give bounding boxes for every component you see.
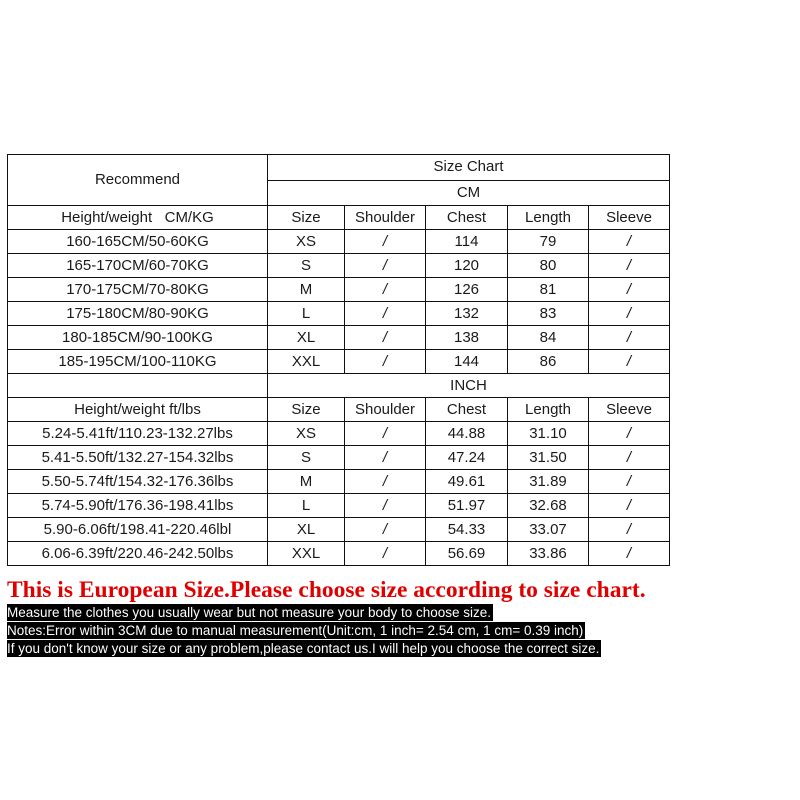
table-row — [8, 254, 670, 278]
shoulder-cell: / — [345, 422, 426, 446]
size-cell: M — [268, 470, 345, 494]
shoulder-cell: / — [345, 302, 426, 326]
size-cell: XXL — [268, 350, 345, 374]
cm-column-headers — [8, 206, 670, 230]
empty-cell — [8, 374, 268, 398]
size-cell: L — [268, 302, 345, 326]
shoulder-cell: / — [345, 230, 426, 254]
european-size-banner: This is European Size.Please choose size according to size chart. — [7, 577, 646, 603]
length-cell: 80 — [508, 254, 589, 278]
chest-cell: 132 — [426, 302, 508, 326]
chest-cell: 138 — [426, 326, 508, 350]
sleeve-cell: / — [589, 542, 670, 566]
height-weight-cell: 5.41-5.50ft/132.27-154.32lbs — [8, 446, 268, 470]
table-row — [8, 230, 670, 254]
height-weight-cell: 6.06-6.39ft/220.46-242.50lbs — [8, 542, 268, 566]
length-cell: 33.86 — [508, 542, 589, 566]
sleeve-cell: / — [589, 326, 670, 350]
height-weight-cell: 175-180CM/80-90KG — [8, 302, 268, 326]
sleeve-cell: / — [589, 350, 670, 374]
height-weight-cell: 160-165CM/50-60KG — [8, 230, 268, 254]
size-cell: M — [268, 278, 345, 302]
chest-cell: 120 — [426, 254, 508, 278]
shoulder-cell: / — [345, 518, 426, 542]
table-row — [8, 302, 670, 326]
inch-rows — [8, 422, 670, 566]
shoulder-cell: / — [345, 278, 426, 302]
sleeve-cell: / — [589, 494, 670, 518]
shoulder-cell: / — [345, 326, 426, 350]
size-cell: XS — [268, 230, 345, 254]
column-header: Length — [508, 206, 589, 230]
sleeve-cell: / — [589, 518, 670, 542]
table-row — [8, 542, 670, 566]
note-error: Notes:Error within 3CM due to manual measurement(Unit:cm, 1 inch= 2.54 cm, 1 cm= 0.39 inch) — [7, 623, 584, 638]
chest-cell: 54.33 — [426, 518, 508, 542]
size-cell: XS — [268, 422, 345, 446]
chest-cell: 49.61 — [426, 470, 508, 494]
chest-cell: 126 — [426, 278, 508, 302]
sleeve-cell: / — [589, 230, 670, 254]
height-weight-cell: 185-195CM/100-110KG — [8, 350, 268, 374]
table-row — [8, 350, 670, 374]
cm-unit-label: CM — [268, 180, 670, 206]
size-cell: XL — [268, 326, 345, 350]
column-header: Sleeve — [589, 206, 670, 230]
shoulder-cell: / — [345, 254, 426, 278]
shoulder-cell: / — [345, 494, 426, 518]
chest-cell: 56.69 — [426, 542, 508, 566]
height-weight-cell: 165-170CM/60-70KG — [8, 254, 268, 278]
sleeve-cell: / — [589, 470, 670, 494]
column-header: Size — [268, 398, 345, 422]
inch-unit-row — [8, 374, 670, 398]
table-row — [8, 422, 670, 446]
sleeve-cell: / — [589, 278, 670, 302]
table-row — [8, 326, 670, 350]
chest-cell: 47.24 — [426, 446, 508, 470]
size-cell: XXL — [268, 542, 345, 566]
inch-unit-label: INCH — [268, 374, 670, 398]
shoulder-cell: / — [345, 542, 426, 566]
chest-cell: 114 — [426, 230, 508, 254]
size-cell: XL — [268, 518, 345, 542]
column-header: Sleeve — [589, 398, 670, 422]
column-header: Height/weight CM/KG — [8, 206, 268, 230]
column-header: Chest — [426, 206, 508, 230]
column-header: Shoulder — [345, 206, 426, 230]
length-cell: 32.68 — [508, 494, 589, 518]
table-row — [8, 470, 670, 494]
chest-cell: 144 — [426, 350, 508, 374]
table-row — [8, 446, 670, 470]
column-header: Chest — [426, 398, 508, 422]
sleeve-cell: / — [589, 254, 670, 278]
chest-cell: 51.97 — [426, 494, 508, 518]
column-header: Size — [268, 206, 345, 230]
table-row — [8, 278, 670, 302]
height-weight-cell: 180-185CM/90-100KG — [8, 326, 268, 350]
chart-header-row — [8, 155, 670, 181]
size-chart-table — [7, 154, 670, 566]
height-weight-cell: 5.90-6.06ft/198.41-220.46lbl — [8, 518, 268, 542]
size-cell: L — [268, 494, 345, 518]
sleeve-cell: / — [589, 446, 670, 470]
size-cell: S — [268, 254, 345, 278]
length-cell: 33.07 — [508, 518, 589, 542]
length-cell: 84 — [508, 326, 589, 350]
length-cell: 86 — [508, 350, 589, 374]
shoulder-cell: / — [345, 350, 426, 374]
note-contact: If you don't know your size or any problem,please contact us.I will help you choose the correct size. — [7, 641, 600, 656]
shoulder-cell: / — [345, 470, 426, 494]
shoulder-cell: / — [345, 446, 426, 470]
cm-rows — [8, 230, 670, 374]
height-weight-cell: 5.50-5.74ft/154.32-176.36lbs — [8, 470, 268, 494]
size-cell: S — [268, 446, 345, 470]
length-cell: 31.89 — [508, 470, 589, 494]
size-chart-title: Size Chart — [268, 155, 670, 181]
inch-column-headers — [8, 398, 670, 422]
chest-cell: 44.88 — [426, 422, 508, 446]
table-row — [8, 494, 670, 518]
length-cell: 83 — [508, 302, 589, 326]
note-measure: Measure the clothes you usually wear but not measure your body to choose size. — [7, 605, 492, 620]
column-header: Shoulder — [345, 398, 426, 422]
recommend-header: Recommend — [8, 155, 268, 206]
height-weight-cell: 5.24-5.41ft/110.23-132.27lbs — [8, 422, 268, 446]
column-header: Length — [508, 398, 589, 422]
length-cell: 79 — [508, 230, 589, 254]
column-header: Height/weight ft/lbs — [8, 398, 268, 422]
height-weight-cell: 170-175CM/70-80KG — [8, 278, 268, 302]
length-cell: 31.50 — [508, 446, 589, 470]
table-row — [8, 518, 670, 542]
length-cell: 81 — [508, 278, 589, 302]
length-cell: 31.10 — [508, 422, 589, 446]
sleeve-cell: / — [589, 302, 670, 326]
sleeve-cell: / — [589, 422, 670, 446]
height-weight-cell: 5.74-5.90ft/176.36-198.41lbs — [8, 494, 268, 518]
